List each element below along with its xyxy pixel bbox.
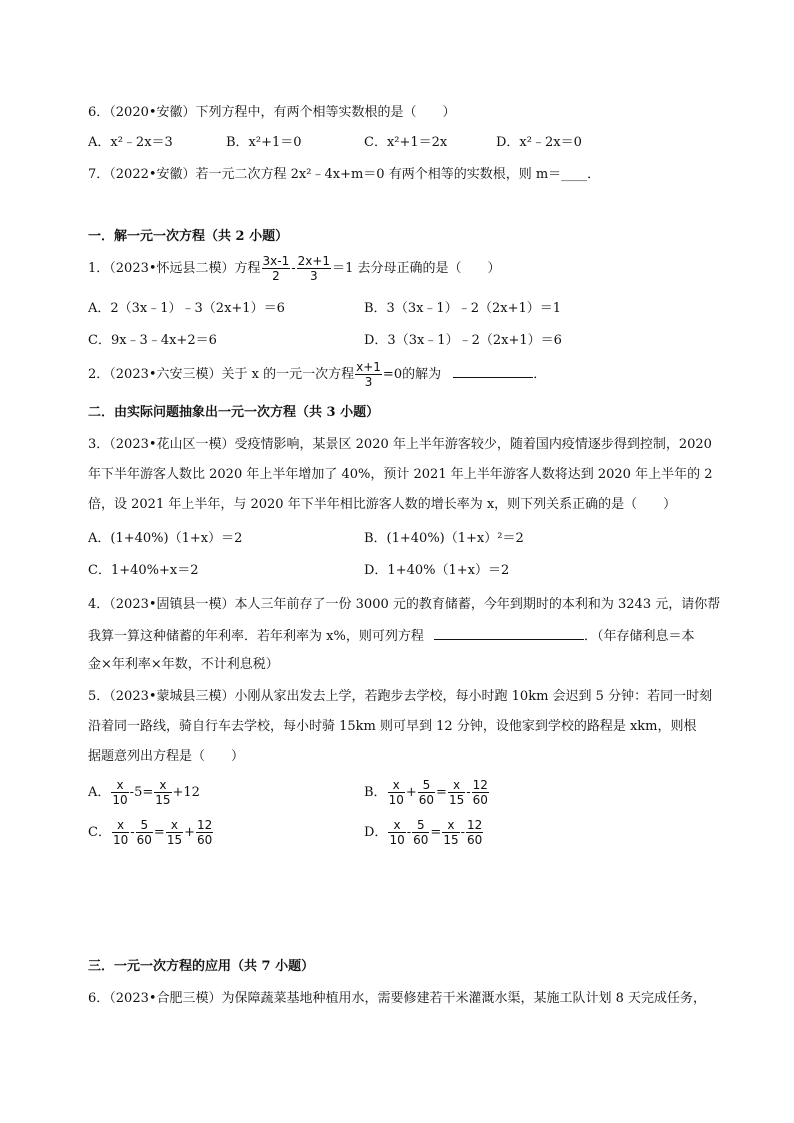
fraction <box>111 778 128 807</box>
numerator: x <box>388 778 405 793</box>
operator: = <box>436 785 447 800</box>
denominator: 15 <box>155 793 171 807</box>
question-1-suffix: ＝1 去分母正确的是（ ） <box>332 261 501 276</box>
option-c: C．9x﹣3﹣4x+2＝6 <box>88 333 217 348</box>
option-label: A． <box>88 785 111 800</box>
fraction <box>166 818 183 847</box>
fraction <box>136 818 153 847</box>
numerator: 5 <box>418 778 435 793</box>
numerator: x <box>166 818 183 833</box>
fraction <box>355 360 382 389</box>
question-6-stem: 6．（2020•安徽）下列方程中，有两个相等实数根的是（ ） <box>88 105 456 120</box>
operator: = <box>430 825 442 840</box>
denominator: 10 <box>112 793 128 807</box>
option-label: D． <box>364 825 388 840</box>
denominator: 3 <box>310 269 318 283</box>
operator: - <box>291 261 296 276</box>
question-3-line-2: 年下半年游客人数比 2020 年上半年增加了 40%，预计 2021 年上半年游客人数将达到 2020 年上半年的 2 <box>88 467 713 482</box>
section-3-title: 三．一元一次方程的应用（共 7 小题） <box>88 959 315 974</box>
operator: -5= <box>129 785 154 800</box>
denominator: 10 <box>388 793 404 807</box>
option-b: B．x²+1＝0 <box>226 135 302 150</box>
fraction <box>472 778 489 807</box>
option-b: B．(1+40%)（1+x）²＝2 <box>364 531 524 546</box>
numerator: 12 <box>197 818 213 832</box>
denominator: 60 <box>467 833 483 847</box>
fraction <box>412 818 429 847</box>
numerator: 5 <box>412 818 429 833</box>
question-2 <box>88 358 546 392</box>
question-5-line-3: 据题意列出方程是（ ） <box>88 749 245 764</box>
operator: - <box>460 825 465 840</box>
operator: + <box>405 785 417 800</box>
question-6-stem: 6．（2023•合肥三模）为保障蔬菜基地种植用水，需要修建若干米灌溉水渠，某施工队计划 8 天完成任务， <box>88 991 707 1006</box>
operator: + <box>184 825 196 840</box>
numerator: x <box>448 778 465 793</box>
numerator: x <box>154 778 171 793</box>
numerator: 12 <box>467 818 483 832</box>
fraction <box>466 818 483 847</box>
question-3-line-3: 倍，设 2021 年上半年，与 2020 年下半年相比游客人数的增长率为 x，则下列关系正确的是（ ） <box>88 497 677 512</box>
fraction <box>418 778 435 807</box>
option-a <box>88 776 200 810</box>
operator: - <box>130 825 135 840</box>
fraction <box>442 818 459 847</box>
question-5-line-2: 沿着同一路线，骑自行车去学校，每小时骑 15km 则可早到 12 分钟，设他家到学校的路程是 xkm，则根 <box>88 719 697 734</box>
option-b: B．3（3x﹣1）﹣2（2x+1）＝1 <box>364 301 562 316</box>
numerator: 3x-1 <box>262 254 290 268</box>
denominator: 15 <box>443 833 459 847</box>
question-4-line-2-prefix: 我算一算这种储蓄的年利率．若年利率为 x%，则可列方程 <box>88 629 424 644</box>
question-1-prefix: 1．（2023•怀远县二模）方程 <box>88 261 261 276</box>
option-d <box>364 816 484 850</box>
fraction <box>262 254 291 283</box>
option-d: D．1+40%（1+x）＝2 <box>364 563 510 578</box>
numerator: x <box>112 818 129 833</box>
operator: - <box>406 825 412 840</box>
question-4-line-1: 4．（2023•固镇县一模）本人三年前存了一份 3000 元的教育储蓄，今年到期时的本利和为 3243 元，请你帮 <box>88 597 721 612</box>
denominator: 2 <box>272 269 280 283</box>
question-4-line-2-suffix: ．（年存储利息＝本 <box>583 629 695 644</box>
option-c: C．1+40%+x＝2 <box>88 563 199 578</box>
question-2-suffix: =0的解为 <box>382 367 442 382</box>
option-c: C．x²+1＝2x <box>364 135 448 150</box>
section-2-title: 二．由实际问题抽象出一元一次方程（共 3 小题） <box>88 405 380 420</box>
denominator: 10 <box>112 833 129 847</box>
option-d: D．3（3x﹣1）﹣2（2x+1）＝6 <box>364 333 562 348</box>
option-a: A．2（3x﹣1）﹣3（2x+1）＝6 <box>88 301 285 316</box>
section-1-title: 一．解一元一次方程（共 2 小题） <box>88 229 289 244</box>
option-label: B． <box>364 785 387 800</box>
fraction <box>448 778 465 807</box>
question-7-stem: 7．（2022•安徽）若一元二次方程 2x²﹣4x+m＝0 有两个相等的实数根，则 m＝____． <box>88 167 601 182</box>
denominator: 60 <box>418 793 435 807</box>
denominator: 3 <box>364 375 373 389</box>
operator: +12 <box>172 785 200 800</box>
denominator: 60 <box>472 793 488 807</box>
denominator: 15 <box>448 793 465 807</box>
denominator: 10 <box>389 833 405 847</box>
denominator: 60 <box>413 833 429 847</box>
option-label: C． <box>88 825 111 840</box>
option-a: A．x²﹣2x＝3 <box>88 135 173 150</box>
question-4-line-3: 金×年利率×年数，不计利息税） <box>88 657 279 672</box>
denominator: 60 <box>136 833 152 847</box>
option-c <box>88 816 214 850</box>
option-a: A．(1+40%)（1+x）＝2 <box>88 531 243 546</box>
fraction <box>154 778 171 807</box>
question-4-line-2 <box>88 626 694 646</box>
fraction <box>388 818 405 847</box>
answer-blank <box>453 364 533 378</box>
denominator: 60 <box>197 833 213 847</box>
numerator: x <box>111 778 128 793</box>
fraction <box>388 778 405 807</box>
question-3-line-1: 3．（2023•花山区一模）受疫情影响，某景区 2020 年上半年游客较少，随着国内疫情逐步得到控制，2020 <box>88 437 712 452</box>
numerator: x <box>442 818 459 833</box>
fraction <box>196 818 213 847</box>
option-b <box>364 776 490 810</box>
question-5-line-1: 5．（2023•蒙城县三模）小刚从家出发去上学，若跑步去学校，每小时跑 10km 会迟到 5 分钟：若同一时刻 <box>88 689 713 704</box>
denominator: 15 <box>166 833 183 847</box>
option-d: D．x²﹣2x＝0 <box>496 135 582 150</box>
operator: - <box>466 785 471 800</box>
numerator: 5 <box>136 818 153 833</box>
question-2-prefix: 2．（2023•六安三模）关于 x 的一元一次方程 <box>88 367 355 382</box>
period: ． <box>533 367 547 382</box>
answer-blank <box>434 626 584 640</box>
fraction <box>297 254 331 283</box>
numerator: x <box>388 818 405 833</box>
numerator: x+1 <box>356 360 381 374</box>
fraction <box>112 818 129 847</box>
operator: = <box>153 825 165 840</box>
numerator: 2x+1 <box>297 254 331 268</box>
question-1 <box>88 252 500 286</box>
numerator: 12 <box>472 778 488 792</box>
